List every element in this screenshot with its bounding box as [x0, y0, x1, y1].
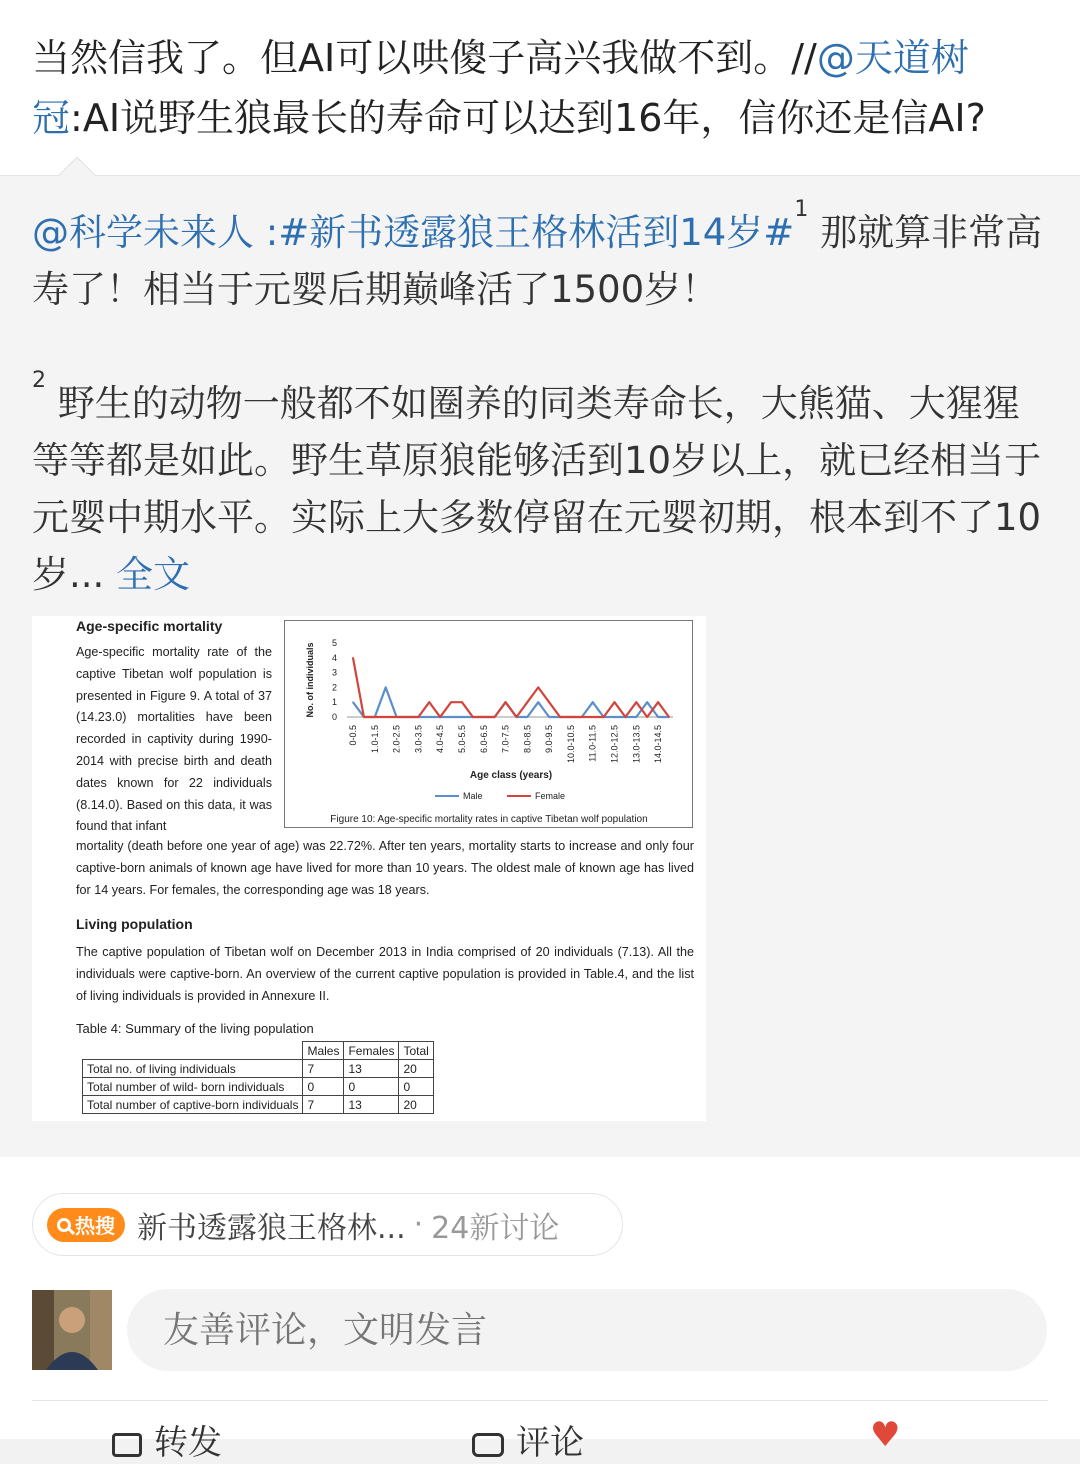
table-header-cell: Total: [399, 1042, 433, 1060]
y-tick-label: 4: [331, 652, 337, 663]
data-point-female: [581, 716, 583, 718]
search-icon: [57, 1218, 71, 1232]
data-point-female: [537, 687, 539, 689]
doc-para-living: The captive population of Tibetan wolf on December 2013 in India comprised of 20 individuals (7.13). All the individuals were captive-born. An overview of the current captive population is provided in Table.4, and the list of living individuals is provided in Annexure II.: [76, 945, 694, 1003]
quote-author-link[interactable]: @科学未来人: [32, 211, 254, 254]
y-tick-label: 3: [331, 667, 337, 678]
x-tick-label: 10.0-10.5: [565, 725, 576, 764]
data-point-male: [352, 701, 354, 703]
data-point-female: [516, 716, 518, 718]
table-header-cell: Males: [303, 1042, 344, 1060]
x-tick-label: 1.0-1.5: [369, 725, 380, 754]
x-tick-label: 6.0-6.5: [478, 725, 489, 754]
data-point-male: [428, 716, 430, 718]
data-point-male: [657, 716, 659, 718]
action-bar: [0, 1415, 1080, 1463]
avatar[interactable]: [32, 1290, 112, 1370]
x-tick-label: 2.0-2.5: [391, 725, 402, 754]
x-tick-label: 3.0-3.5: [413, 725, 424, 754]
y-tick-label: 0: [331, 712, 337, 722]
data-point-female: [428, 701, 430, 703]
table-cell: 7: [303, 1096, 344, 1114]
table-cell: 0: [344, 1078, 399, 1096]
quoted-text: [32, 197, 1052, 603]
data-point-female: [374, 716, 376, 718]
quoted-paragraph-1: [32, 197, 1052, 318]
footnote-1: 1: [794, 197, 809, 222]
legend-label-male: Male: [463, 791, 483, 801]
table-cell: Total number of captive-born individuals: [83, 1096, 303, 1114]
table-cell: 13: [344, 1096, 399, 1114]
quote-p2: 野生的动物一般都不如圈养的同类寿命长，大熊猫、大猩猩等等都是如此。野生草原狼能够活到10岁以上，就已经相当于元婴中期水平。实际上大多数停留在元婴初期，根本到不了10岁...: [32, 382, 1042, 596]
comment-icon: [472, 1433, 504, 1457]
table-header-row: [83, 1042, 434, 1060]
document-image[interactable]: [32, 616, 706, 1121]
data-point-female: [668, 716, 670, 718]
hot-search-pill[interactable]: [32, 1193, 623, 1256]
doc-para-mortality-cont: mortality (death before one year of age) was 22.72%. After ten years, mortality starts to increase and only four captive-born animals of known age have lived for more than 10 years. The oldest male of known age has lived for 14 years. For females, the corresponding age was 18 years.: [76, 839, 694, 897]
table-row: [83, 1060, 434, 1078]
data-point-female: [363, 716, 365, 718]
quote-p1: 那就算非常高寿了！相当于元婴后期巅峰活了1500岁！: [32, 211, 1043, 311]
y-tick-label: 5: [331, 638, 337, 648]
table-header-cell: [83, 1042, 303, 1060]
data-point-male: [537, 701, 539, 703]
hot-search-title: 新书透露狼王格林...: [137, 1210, 406, 1246]
data-point-female: [385, 716, 387, 718]
data-point-male: [385, 687, 387, 689]
data-point-female: [603, 716, 605, 718]
hot-search-badge: 热搜: [47, 1208, 125, 1242]
data-point-female: [527, 701, 529, 703]
mortality-chart: [284, 620, 693, 828]
data-point-female: [439, 716, 441, 718]
data-point-female: [625, 716, 627, 718]
data-point-female: [657, 701, 659, 703]
x-tick-label: 14.0-14.5: [653, 725, 664, 764]
table-cell: 0: [303, 1078, 344, 1096]
avatar-image: [32, 1290, 112, 1370]
table-cell: 0: [399, 1078, 433, 1096]
data-point-female: [450, 701, 452, 703]
x-tick-label: 7.0-7.5: [500, 725, 511, 754]
table-cell: Total number of wild- born individuals: [83, 1078, 303, 1096]
hot-search-count: 24新讨论: [431, 1210, 560, 1246]
x-axis-label: Age class (years): [469, 770, 553, 781]
data-point-female: [396, 716, 398, 718]
post-text-b: :AI说野生狼最长的寿命可以达到16年，信你还是信AI?: [70, 96, 986, 140]
y-axis-label: No. of individuals: [305, 642, 315, 718]
footnote-2: 2: [32, 368, 46, 393]
post-text-a: 当然信我了。但AI可以哄傻子高兴我做不到。//: [32, 36, 817, 80]
table-row: [83, 1078, 434, 1096]
doc-para-mortality-left: Age-specific mortality rate of the captive Tibetan wolf population is presented in Figure 9. A total of 37 (14.23.0) mortalities have been recorded in captivity during 1990-2014 with precise birth and death dates known for 22 individuals (8.14.0). Based on this data, it was found that infant: [76, 645, 272, 834]
divider: [32, 1400, 1048, 1401]
data-point-male: [614, 716, 616, 718]
repost-button[interactable]: 转发: [112, 1415, 222, 1464]
chart-title: Figure 10: Age-specific mortality rates in captive Tibetan wolf population: [330, 814, 648, 825]
hot-search-separator: ·: [413, 1207, 424, 1242]
data-point-male: [527, 716, 529, 718]
data-point-male: [548, 716, 550, 718]
x-tick-label: 0-0.5: [348, 725, 358, 746]
data-point-female: [646, 716, 648, 718]
quoted-post[interactable]: [0, 175, 1080, 1157]
repost-icon: [112, 1433, 142, 1457]
data-point-female: [570, 716, 572, 718]
post-body: [0, 0, 1080, 175]
data-point-female: [472, 716, 474, 718]
data-point-female: [494, 716, 496, 718]
mortality-chart-svg: [285, 621, 694, 829]
data-point-male: [636, 716, 638, 718]
data-point-female: [461, 701, 463, 703]
data-point-female: [636, 701, 638, 703]
data-point-female: [483, 716, 485, 718]
data-point-male: [461, 716, 463, 718]
doc-heading-living: Living population: [76, 916, 193, 932]
series-line-female: [353, 658, 669, 717]
table-cell: 7: [303, 1060, 344, 1078]
x-tick-label: 8.0-8.5: [522, 725, 533, 754]
table-cell: Total no. of living individuals: [83, 1060, 303, 1078]
x-tick-label: 4.0-4.5: [435, 725, 446, 754]
x-tick-label: 9.0-9.5: [544, 725, 555, 754]
comment-button[interactable]: 评论: [472, 1415, 584, 1464]
data-point-female: [505, 701, 507, 703]
like-button[interactable]: [870, 1415, 900, 1455]
table-cell: 20: [399, 1096, 433, 1114]
x-tick-label: 11.0-11.5: [587, 725, 598, 762]
data-point-male: [592, 701, 594, 703]
quoted-paragraph-2: [32, 368, 1052, 603]
data-point-male: [646, 701, 648, 703]
y-tick-label: 1: [331, 697, 337, 708]
x-tick-label: 12.0-12.5: [609, 725, 620, 764]
full-text-link[interactable]: 全文: [104, 553, 191, 596]
data-point-female: [352, 657, 354, 659]
table-cell: 13: [344, 1060, 399, 1078]
mention-link[interactable]: @天道树冠: [32, 36, 969, 140]
x-tick-label: 5.0-5.5: [456, 725, 467, 754]
legend-label-female: Female: [535, 791, 566, 801]
data-point-male: [450, 716, 452, 718]
table-header-cell: Females: [344, 1042, 399, 1060]
summary-table: [82, 1041, 434, 1114]
data-point-female: [407, 716, 409, 718]
hashtag-link[interactable]: :#新书透露狼王格林活到14岁#: [254, 211, 795, 254]
data-point-female: [592, 716, 594, 718]
data-point-female: [559, 716, 561, 718]
x-tick-label: 13.0-13.5: [631, 725, 642, 764]
data-point-female: [614, 701, 616, 703]
data-point-female: [418, 716, 420, 718]
post-text: [32, 28, 1052, 148]
table-caption: Table 4: Summary of the living population: [76, 1021, 314, 1036]
doc-heading-mortality: Age-specific mortality: [76, 618, 223, 634]
table-row: [83, 1096, 434, 1114]
y-tick-label: 2: [331, 682, 337, 693]
data-point-female: [548, 701, 550, 703]
comment-input[interactable]: [127, 1289, 1047, 1371]
table-cell: 20: [399, 1060, 433, 1078]
like-icon: ♥: [870, 1415, 901, 1455]
